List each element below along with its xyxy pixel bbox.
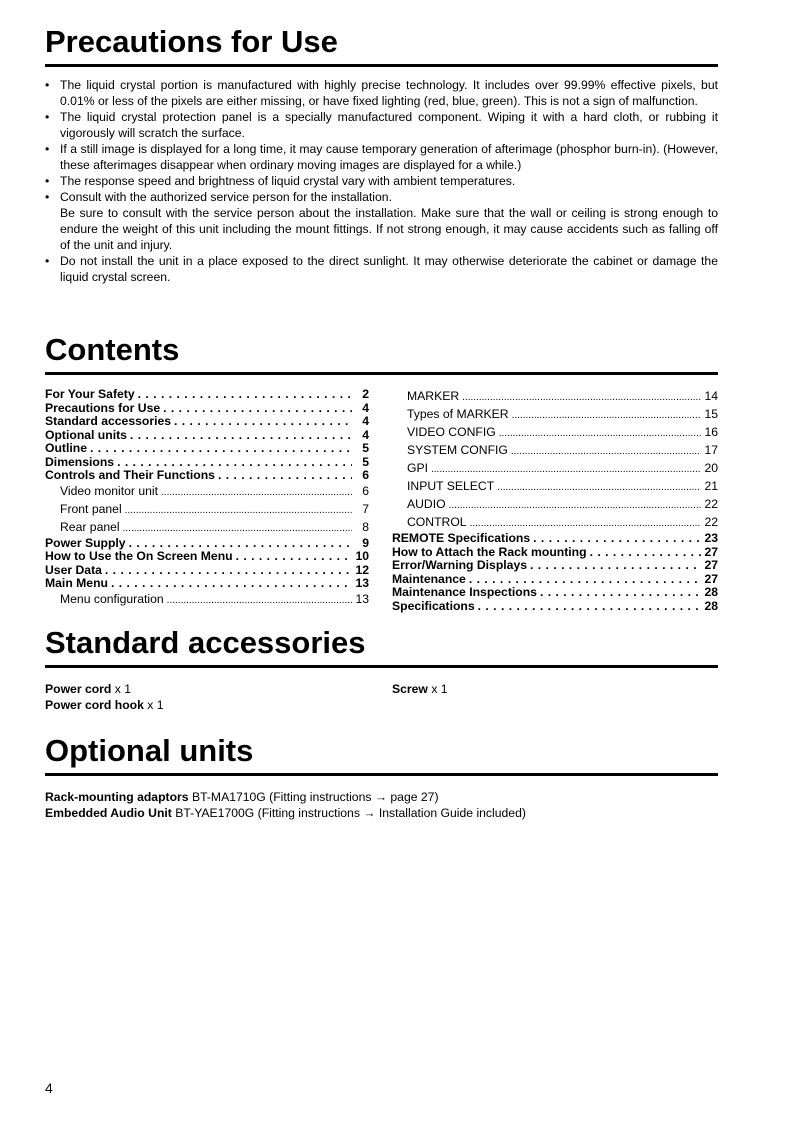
toc-entry-title: REMOTE Specifications [392, 531, 531, 545]
list-item: • The liquid crystal protection panel is a specially manufactured component. Wiping it with a hard cloth, or rubbing it vigorously will scratch the surface. [45, 109, 718, 141]
accessories-section [45, 625, 718, 721]
precautions-section [45, 24, 718, 285]
toc-entry-title: Main Menu [45, 576, 108, 590]
list-item: • The liquid crystal portion is manufactured with highly precise technology. It includes over 99.99% effective pixels, but 0.01% or less of the pixels are either missing, or have fixed lighting (red, blue, green). This is not a sign of malfunction. [45, 77, 718, 109]
toc-entry-title: Specifications [392, 598, 475, 613]
toc-leader-dots [469, 573, 701, 587]
toc-leader-dots [218, 469, 352, 483]
toc-entry-page: 14 [704, 389, 718, 403]
list-item: • The response speed and brightness of liquid crystal vary with ambient temperatures. [45, 173, 718, 189]
toc-entry-title: Optional units [45, 427, 127, 442]
toc-leader-dots [129, 537, 352, 551]
contents-heading: Contents [45, 332, 718, 375]
toc-entry-title: MARKER [407, 389, 460, 403]
optional-unit-desc: BT-YAE1700G (Fitting instructions → Installation Guide included) [175, 806, 526, 820]
accessory-qty: x 1 [147, 698, 164, 712]
toc-entry [392, 559, 718, 573]
toc-entry-page: 22 [704, 515, 718, 529]
toc-entry-page: 20 [704, 461, 718, 475]
toc-entry-page: 2 [362, 387, 369, 401]
toc-leader-dots [511, 442, 701, 460]
toc-entry-title: Front panel [60, 501, 122, 516]
toc-leader-dots [512, 406, 701, 424]
toc-entry-title: GPI [407, 461, 428, 475]
toc-entry-title: Power Supply [45, 535, 126, 550]
accessory-power-cord-hook [45, 697, 164, 713]
list-item: • If a still image is displayed for a long time, it may cause temporary generation of afterimage (phosphor burn-in). (However, these afterimages disappear when ordinary moving images are displayed for a while.) [45, 141, 718, 173]
toc-leader-dots [478, 600, 701, 614]
toc-leader-dots [90, 442, 352, 456]
toc-entry-title: Rear panel [60, 519, 120, 534]
toc-entry [45, 469, 369, 483]
toc-leader-dots [540, 586, 701, 600]
optional-unit-name: Embedded Audio Unit [45, 806, 172, 820]
toc-entry-page: 4 [362, 400, 369, 415]
toc-entry [392, 573, 718, 587]
toc-leader-dots [163, 402, 352, 416]
optional-audio-unit [45, 805, 718, 821]
precautions-list [45, 77, 718, 285]
optional-unit-name: Rack-mounting adaptors [45, 790, 189, 804]
toc-entry-title: Outline [45, 441, 87, 455]
toc-entry-page: 15 [704, 407, 718, 421]
toc-entry-page: 7 [362, 501, 369, 516]
accessories-list [45, 681, 718, 721]
toc-entry-page: 28 [704, 585, 718, 599]
contents-section [45, 332, 718, 613]
toc-entry-title: SYSTEM CONFIG [407, 443, 508, 457]
toc-entry-title: AUDIO [407, 497, 446, 511]
toc-leader-dots [590, 546, 701, 560]
accessory-name: Screw [392, 682, 428, 696]
toc-entry-title: VIDEO CONFIG [407, 425, 496, 439]
toc-leader-dots [449, 496, 701, 514]
optional-units-list [45, 789, 718, 821]
toc-leader-dots [105, 564, 352, 578]
toc-entry-page: 28 [704, 598, 718, 613]
toc-entry-page: 27 [704, 544, 718, 559]
toc-entry-page: 8 [362, 519, 369, 534]
toc-leader-dots [431, 460, 701, 478]
toc-entry-title: How to Use the On Screen Menu [45, 549, 233, 563]
optional-units-section [45, 733, 718, 821]
accessory-name: Power cord [45, 682, 112, 696]
list-item: • Do not install the unit in a place exposed to the direct sunlight. It may otherwise deteriorate the cabinet or damage the liquid crystal screen. [45, 253, 718, 285]
toc-leader-dots [161, 483, 352, 501]
toc-entry [45, 429, 369, 443]
toc-leader-dots [111, 577, 352, 591]
toc-entry [45, 550, 369, 564]
toc-leader-dots [497, 478, 701, 496]
toc-entry-title: How to Attach the Rack mounting [392, 544, 587, 559]
toc-entry [392, 442, 718, 460]
toc-entry [45, 501, 369, 519]
accessory-name: Power cord hook [45, 698, 144, 712]
toc-entry-title: INPUT SELECT [407, 479, 495, 493]
toc-entry-title: Standard accessories [45, 414, 172, 428]
toc-entry-page: 21 [704, 479, 718, 493]
toc-leader-dots [125, 501, 352, 519]
toc-entry-page: 12 [355, 562, 369, 577]
toc-entry-page: 16 [704, 425, 718, 439]
toc-leader-dots [462, 388, 701, 406]
toc-entry-page: 22 [704, 497, 718, 511]
toc-entry-page: 27 [704, 558, 718, 572]
toc-entry-page: 4 [362, 427, 369, 442]
toc-entry [45, 402, 369, 416]
toc-leader-dots [117, 456, 352, 470]
accessory-qty: x 1 [431, 682, 448, 696]
toc-leader-dots [533, 532, 701, 546]
toc-entry [45, 442, 369, 456]
toc-leader-dots [174, 415, 352, 429]
list-item-text: Consult with the authorized service person for the installation. [60, 190, 392, 204]
toc-entry-title: Precautions for Use [45, 400, 161, 415]
toc-entry [392, 460, 718, 478]
toc-entry-title: For Your Safety [45, 387, 135, 401]
list-item-continuation: Be sure to consult with the service person about the installation. Make sure that the wall or ceiling is strong enough to endure the weight of this unit including the mount fittings. If not strong enough, it may cause accidents such as falling off of the unit and injury. [60, 206, 718, 252]
accessory-screw [392, 681, 448, 697]
toc-entry [45, 519, 369, 537]
toc-entry-page: 13 [355, 591, 369, 606]
optional-rack-adaptor [45, 789, 718, 805]
toc-entry [45, 564, 369, 578]
page-number: 4 [45, 1080, 53, 1096]
toc-entry [392, 388, 718, 406]
toc-leader-dots [138, 388, 352, 402]
toc-entry-page: 10 [355, 549, 369, 563]
toc-leader-dots [130, 429, 352, 443]
toc-entry [392, 600, 718, 614]
accessory-qty: x 1 [114, 682, 132, 696]
toc-entry [392, 496, 718, 514]
toc-entry-page: 27 [704, 571, 718, 586]
toc-entry-page: 6 [362, 483, 369, 498]
toc-entry [45, 537, 369, 551]
toc-entry-page: 6 [362, 468, 369, 482]
toc-entry-title: Types of MARKER [407, 407, 509, 421]
toc-entry [45, 456, 369, 470]
toc-entry-page: 17 [704, 443, 718, 457]
list-item [45, 189, 718, 253]
toc-leader-dots [499, 424, 701, 442]
toc-entry-title: CONTROL [407, 515, 467, 529]
toc-entry [392, 406, 718, 424]
optional-unit-desc: BT-MA1710G (Fitting instructions → page 27) [191, 790, 439, 804]
toc-leader-dots [167, 591, 352, 609]
accessory-power-cord [45, 681, 131, 697]
toc-entry-page: 5 [362, 454, 369, 469]
toc-entry-page: 9 [362, 535, 369, 550]
toc-leader-dots [530, 559, 701, 573]
toc-entry-page: 5 [362, 441, 369, 455]
toc-entry-page: 13 [355, 576, 369, 590]
toc-entry [45, 577, 369, 591]
toc-entry-title: Maintenance Inspections [392, 585, 537, 599]
toc-entry [392, 514, 718, 532]
toc-entry [45, 483, 369, 501]
toc-leader-dots [123, 519, 352, 537]
toc-entry-title: Menu configuration [60, 591, 164, 606]
toc-entry-title: Video monitor unit [60, 483, 159, 498]
toc-entry [45, 388, 369, 402]
toc-entry-title: Controls and Their Functions [45, 468, 215, 482]
toc-entry-title: User Data [45, 562, 102, 577]
toc-entry-title: Dimensions [45, 454, 115, 469]
toc-entry [392, 546, 718, 560]
toc-leader-dots [470, 514, 701, 532]
toc-right-column [392, 388, 718, 613]
toc-entry-page: 23 [704, 531, 718, 545]
toc-entry [392, 424, 718, 442]
optional-units-heading: Optional units [45, 733, 718, 776]
precautions-heading: Precautions for Use [45, 24, 718, 67]
toc-entry [45, 591, 369, 609]
toc-entry-page: 4 [362, 414, 369, 428]
toc-entry [392, 532, 718, 546]
toc-left-column [45, 388, 369, 609]
toc-entry [392, 586, 718, 600]
accessories-heading: Standard accessories [45, 625, 718, 668]
toc-entry [392, 478, 718, 496]
toc-entry-title: Maintenance [392, 571, 466, 586]
toc-entry [45, 415, 369, 429]
toc-leader-dots [236, 550, 352, 564]
toc-entry-title: Error/Warning Displays [392, 558, 527, 572]
